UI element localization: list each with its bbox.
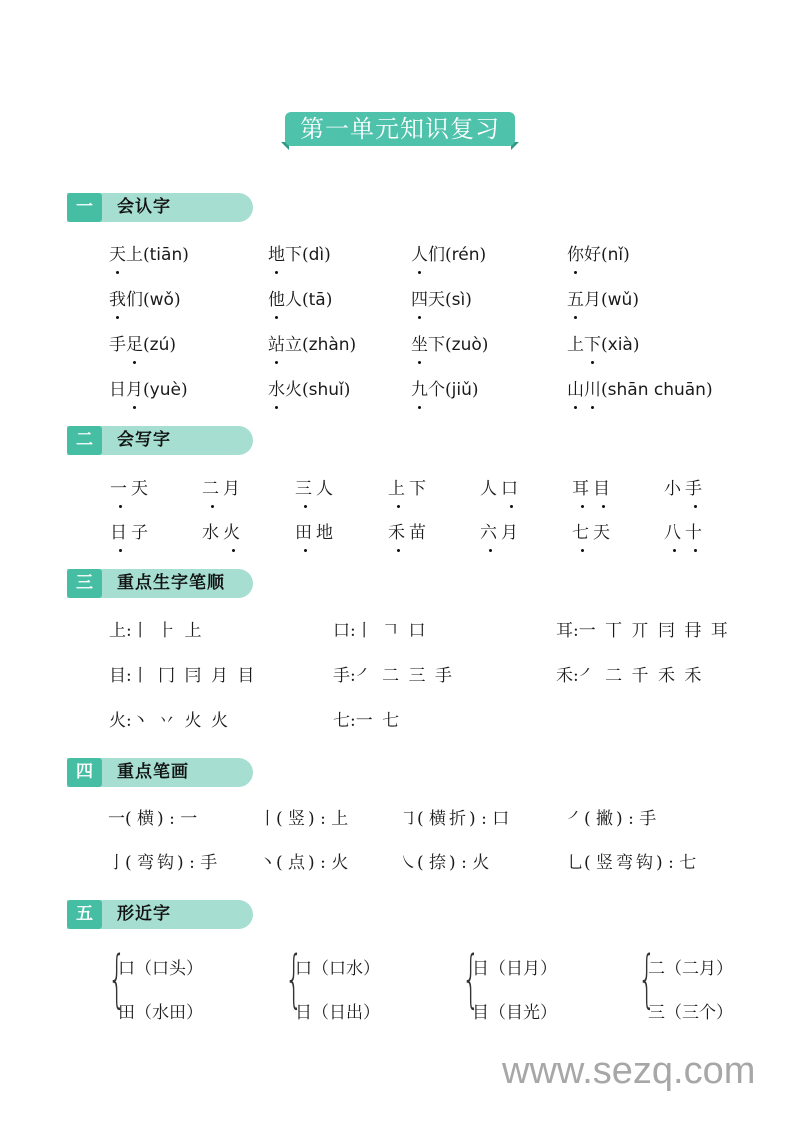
word-item bbox=[295, 478, 337, 500]
character: 九 bbox=[411, 380, 428, 400]
character: 人 bbox=[285, 290, 302, 310]
pinyin: nǐ bbox=[607, 245, 624, 265]
stroke-glyph: 丨 bbox=[259, 809, 276, 829]
character: 川 bbox=[584, 380, 601, 400]
word-item: 四天(sì) bbox=[411, 290, 472, 310]
section-header-3 bbox=[67, 569, 253, 598]
character: 日 bbox=[110, 523, 131, 543]
word-item bbox=[202, 522, 244, 544]
character: 上 bbox=[109, 621, 126, 641]
character: 人 bbox=[316, 479, 337, 499]
character: 月 bbox=[584, 290, 601, 310]
character: 火 bbox=[109, 711, 126, 731]
character: 个 bbox=[428, 380, 445, 400]
stroke-name: 竖 bbox=[288, 809, 309, 829]
stroke-name: 横 bbox=[137, 809, 158, 829]
character: 水 bbox=[202, 523, 223, 543]
stroke-item: 亅( 弯钩) : 手 bbox=[108, 853, 218, 873]
pinyin: shān chuān bbox=[607, 380, 706, 400]
word-item bbox=[295, 522, 337, 544]
stroke-name: 点 bbox=[288, 853, 309, 873]
character: 人 bbox=[411, 245, 428, 265]
similar-char-group bbox=[285, 942, 425, 1023]
brace-icon: { bbox=[638, 942, 656, 1015]
pinyin: xià bbox=[607, 335, 633, 355]
stroke-item: 一( 横) : 一 bbox=[108, 809, 198, 829]
stroke-item: 丨( 竖) : 上 bbox=[259, 809, 349, 829]
character: 们 bbox=[428, 245, 445, 265]
character: 站 bbox=[268, 335, 285, 355]
pinyin: tiān bbox=[149, 245, 183, 265]
section-label: 形近字 bbox=[117, 904, 171, 924]
section-number: 三 bbox=[67, 569, 102, 598]
character: 下 bbox=[285, 245, 302, 265]
stroke-order-item: 上:丨 ⺊ 上 bbox=[109, 621, 204, 641]
stroke-name: 横折 bbox=[429, 809, 470, 829]
example-char: 手 bbox=[639, 809, 657, 829]
character: 七 bbox=[572, 523, 593, 543]
character: 火 bbox=[285, 380, 302, 400]
section-label: 重点笔画 bbox=[117, 762, 189, 782]
character: 下 bbox=[428, 335, 445, 355]
stroke-sequence: 丨 ⺊ 上 bbox=[131, 621, 204, 641]
stroke-glyph: ㇏ bbox=[400, 853, 417, 873]
stroke-order-item: 禾:㇒ 二 千 禾 禾 bbox=[556, 666, 704, 686]
word-item bbox=[110, 522, 152, 544]
pinyin: zuò bbox=[451, 335, 482, 355]
stroke-name: 捺 bbox=[429, 853, 450, 873]
character: 人 bbox=[480, 479, 501, 499]
pinyin: tā bbox=[308, 290, 326, 310]
similar-char-b: 田（水田） bbox=[118, 1003, 203, 1023]
similar-char-a: 口（口水） bbox=[295, 959, 380, 979]
character: 上 bbox=[567, 335, 584, 355]
word-item bbox=[664, 522, 706, 544]
similar-char-group bbox=[108, 942, 248, 1023]
stroke-sequence: 丶 丷 火 火 bbox=[131, 711, 230, 731]
example-char: 七 bbox=[679, 853, 697, 873]
similar-char-a: 口（口头） bbox=[118, 959, 203, 979]
character: 月 bbox=[223, 479, 244, 499]
character: 上 bbox=[388, 479, 409, 499]
stroke-glyph: ㇒ bbox=[567, 809, 584, 829]
section-number: 二 bbox=[67, 426, 102, 455]
similar-char-b: 目（目光） bbox=[472, 1003, 557, 1023]
stroke-order-item: 耳:一 丅 丌 冃 冄 耳 bbox=[556, 621, 730, 641]
word-item: 你好(nǐ) bbox=[567, 245, 630, 265]
word-item bbox=[202, 478, 244, 500]
section-number: 五 bbox=[67, 900, 102, 929]
stroke-sequence: ㇒ 二 千 禾 禾 bbox=[578, 666, 704, 686]
word-item bbox=[388, 522, 430, 544]
word-item: 我们(wǒ) bbox=[109, 290, 181, 310]
character: 六 bbox=[480, 523, 501, 543]
word-item: 日月(yuè) bbox=[109, 380, 188, 400]
character: 立 bbox=[285, 335, 302, 355]
character: 你 bbox=[567, 245, 584, 265]
pinyin: zhàn bbox=[308, 335, 350, 355]
character: 三 bbox=[295, 479, 316, 499]
section-number: 一 bbox=[67, 193, 102, 222]
section-label: 会写字 bbox=[117, 430, 171, 450]
stroke-item: ㇆( 横折) : 口 bbox=[400, 809, 510, 829]
pinyin: sì bbox=[451, 290, 466, 310]
word-item bbox=[664, 478, 706, 500]
word-item: 五月(wǔ) bbox=[567, 290, 639, 310]
example-char: 一 bbox=[180, 809, 198, 829]
character: 天 bbox=[109, 245, 126, 265]
word-item bbox=[572, 522, 614, 544]
character: 耳 bbox=[572, 479, 593, 499]
stroke-name: 撇 bbox=[596, 809, 617, 829]
character: 口 bbox=[501, 479, 522, 499]
character: 他 bbox=[268, 290, 285, 310]
word-item: 站立(zhàn) bbox=[268, 335, 357, 355]
character: 五 bbox=[567, 290, 584, 310]
character: 目 bbox=[109, 666, 126, 686]
word-item bbox=[110, 478, 152, 500]
word-item: 他人(tā) bbox=[268, 290, 333, 310]
example-char: 上 bbox=[331, 809, 349, 829]
similar-char-group bbox=[462, 942, 602, 1023]
pinyin: zú bbox=[149, 335, 170, 355]
character: 天 bbox=[131, 479, 152, 499]
character: 地 bbox=[316, 523, 337, 543]
character: 二 bbox=[202, 479, 223, 499]
character: 禾 bbox=[388, 523, 409, 543]
section-header-2 bbox=[67, 426, 253, 455]
word-item: 水火(shuǐ) bbox=[268, 380, 351, 400]
character: 坐 bbox=[411, 335, 428, 355]
similar-char-group bbox=[638, 942, 778, 1023]
stroke-glyph: ㇆ bbox=[400, 809, 417, 829]
word-item: 上下(xià) bbox=[567, 335, 640, 355]
character: 四 bbox=[411, 290, 428, 310]
character: 好 bbox=[584, 245, 601, 265]
brace-icon: { bbox=[108, 942, 126, 1015]
word-item: 坐下(zuò) bbox=[411, 335, 489, 355]
stroke-order-item: 火:丶 丷 火 火 bbox=[109, 711, 230, 731]
character: 天 bbox=[428, 290, 445, 310]
character: 手 bbox=[109, 335, 126, 355]
stroke-item: 乚( 竖弯钩) : 七 bbox=[567, 853, 697, 873]
stroke-item: ㇏( 捺) : 火 bbox=[400, 853, 490, 873]
character: 水 bbox=[268, 380, 285, 400]
character: 月 bbox=[126, 380, 143, 400]
example-char: 手 bbox=[200, 853, 218, 873]
stroke-glyph: 一 bbox=[108, 809, 125, 829]
word-item: 天上(tiān) bbox=[109, 245, 189, 265]
stroke-sequence: 丨 𠃍 口 bbox=[355, 621, 428, 641]
character: 下 bbox=[584, 335, 601, 355]
stroke-sequence: 丨 冂 冃 月 目 bbox=[131, 666, 257, 686]
character: 火 bbox=[223, 523, 244, 543]
character: 七 bbox=[333, 711, 350, 731]
character: 禾 bbox=[556, 666, 573, 686]
word-item: 山川(shān chuān) bbox=[567, 380, 713, 400]
stroke-glyph: 亅 bbox=[108, 853, 125, 873]
pinyin: dì bbox=[308, 245, 325, 265]
word-item bbox=[480, 522, 522, 544]
character: 下 bbox=[409, 479, 430, 499]
stroke-name: 竖弯钩 bbox=[596, 853, 657, 873]
brace-icon: { bbox=[462, 942, 480, 1015]
character: 耳 bbox=[556, 621, 573, 641]
stroke-sequence: 一 丅 丌 冃 冄 耳 bbox=[578, 621, 730, 641]
stroke-sequence: 一 七 bbox=[355, 711, 402, 731]
character: 天 bbox=[593, 523, 614, 543]
word-item: 地下(dì) bbox=[268, 245, 331, 265]
brace-icon: { bbox=[285, 942, 303, 1015]
character: 子 bbox=[131, 523, 152, 543]
watermark: www.sezq.com bbox=[502, 1050, 756, 1092]
character: 们 bbox=[126, 290, 143, 310]
similar-char-b: 日（日出） bbox=[295, 1003, 380, 1023]
character: 苗 bbox=[409, 523, 430, 543]
example-char: 口 bbox=[492, 809, 510, 829]
character: 目 bbox=[593, 479, 614, 499]
character: 地 bbox=[268, 245, 285, 265]
character: 山 bbox=[567, 380, 584, 400]
pinyin: wǒ bbox=[149, 290, 174, 310]
word-item: 人们(rén) bbox=[411, 245, 487, 265]
stroke-item: ㇒( 撇) : 手 bbox=[567, 809, 657, 829]
pinyin: yuè bbox=[149, 380, 181, 400]
pinyin: jiǔ bbox=[451, 380, 472, 400]
stroke-order-item: 七:一 七 bbox=[333, 711, 402, 731]
stroke-item: 丶( 点) : 火 bbox=[259, 853, 349, 873]
stroke-glyph: 丶 bbox=[259, 853, 276, 873]
similar-char-b: 三（三个） bbox=[648, 1003, 733, 1023]
word-item bbox=[480, 478, 522, 500]
character: 我 bbox=[109, 290, 126, 310]
section-header-4 bbox=[67, 758, 253, 787]
pinyin: wǔ bbox=[607, 290, 633, 310]
character: 手 bbox=[333, 666, 350, 686]
word-item bbox=[388, 478, 430, 500]
section-header-1 bbox=[67, 193, 253, 222]
section-label: 会认字 bbox=[117, 197, 171, 217]
character: 口 bbox=[333, 621, 350, 641]
stroke-order-item: 手:㇒ 二 三 手 bbox=[333, 666, 454, 686]
page-title: 第一单元知识复习 bbox=[300, 115, 500, 143]
example-char: 火 bbox=[472, 853, 490, 873]
section-header-5 bbox=[67, 900, 253, 929]
stroke-name: 弯钩 bbox=[137, 853, 178, 873]
character: 足 bbox=[126, 335, 143, 355]
stroke-order-item: 目:丨 冂 冃 月 目 bbox=[109, 666, 257, 686]
similar-char-a: 二（二月） bbox=[648, 959, 733, 979]
character: 八 bbox=[664, 523, 685, 543]
stroke-sequence: ㇒ 二 三 手 bbox=[355, 666, 454, 686]
character: 田 bbox=[295, 523, 316, 543]
character: 手 bbox=[685, 479, 706, 499]
word-item: 手足(zú) bbox=[109, 335, 176, 355]
similar-char-a: 日（日月） bbox=[472, 959, 557, 979]
pinyin: rén bbox=[451, 245, 480, 265]
stroke-order-item: 口:丨 𠃍 口 bbox=[333, 621, 428, 641]
character: 月 bbox=[501, 523, 522, 543]
character: 日 bbox=[109, 380, 126, 400]
stroke-glyph: 乚 bbox=[567, 853, 584, 873]
character: 一 bbox=[110, 479, 131, 499]
example-char: 火 bbox=[331, 853, 349, 873]
character: 上 bbox=[126, 245, 143, 265]
character: 小 bbox=[664, 479, 685, 499]
title-banner bbox=[285, 112, 515, 148]
character: 十 bbox=[685, 523, 706, 543]
word-item: 九个(jiǔ) bbox=[411, 380, 479, 400]
pinyin: shuǐ bbox=[308, 380, 344, 400]
section-label: 重点生字笔顺 bbox=[117, 573, 225, 593]
word-item bbox=[572, 478, 614, 500]
section-number: 四 bbox=[67, 758, 102, 787]
